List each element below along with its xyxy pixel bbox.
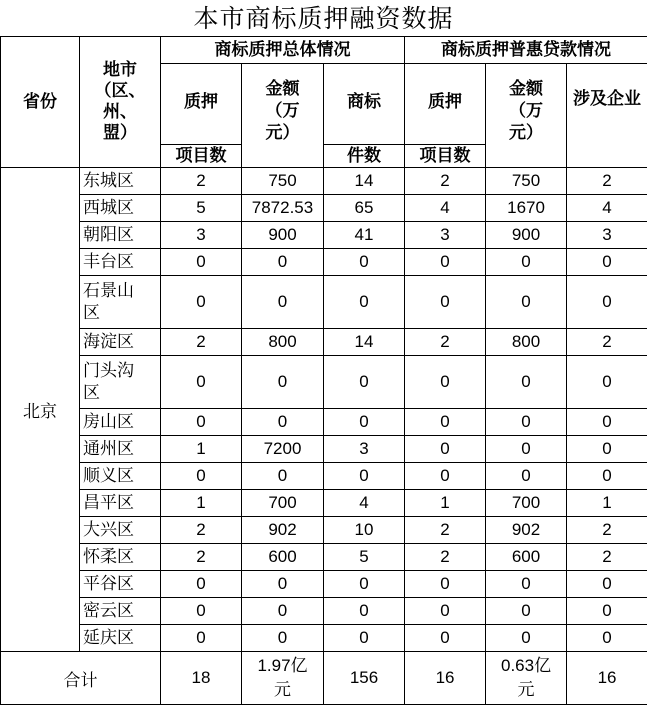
cell-companies: 0 [567, 249, 647, 276]
cell-inc-pledge: 0 [405, 625, 486, 652]
cell-inc-amount: 0 [486, 409, 567, 436]
table-row [1, 463, 647, 490]
cell-inc-amount: 0 [486, 598, 567, 625]
cell-inc-amount: 902 [486, 517, 567, 544]
cell-companies: 2 [567, 544, 647, 571]
table-row [1, 222, 647, 249]
cell-amount: 0 [242, 571, 324, 598]
cell-inc-pledge: 0 [405, 571, 486, 598]
district-cell: 怀柔区 [80, 544, 161, 571]
cell-marks: 0 [324, 625, 405, 652]
cell-inc-pledge: 0 [405, 463, 486, 490]
header-inc-pledge-top: 质押 [428, 92, 463, 112]
header-amount-text: 金额（万元） [265, 79, 300, 143]
cell-inc-amount: 600 [486, 544, 567, 571]
cell-marks: 0 [324, 276, 405, 329]
cell-pledge: 0 [161, 276, 242, 329]
cell-marks: 0 [324, 463, 405, 490]
table-row [1, 249, 647, 276]
cell-amount: 0 [242, 409, 324, 436]
header-province: 省份 [1, 37, 80, 168]
header-district [80, 37, 161, 168]
total-marks: 156 [324, 652, 405, 705]
cell-inc-amount: 0 [486, 276, 567, 329]
district-cell: 丰台区 [80, 249, 161, 276]
cell-marks: 5 [324, 544, 405, 571]
cell-amount: 0 [242, 356, 324, 409]
total-label: 合计 [1, 652, 161, 705]
cell-pledge: 0 [161, 463, 242, 490]
data-table [0, 36, 647, 705]
district-cell: 朝阳区 [80, 222, 161, 249]
header-inc-pledge [405, 64, 486, 168]
cell-pledge: 3 [161, 222, 242, 249]
header-inc-amount-text: 金额（万元） [509, 79, 544, 143]
total-pledge: 18 [161, 652, 242, 705]
cell-marks: 10 [324, 517, 405, 544]
table-row [1, 490, 647, 517]
total-companies: 16 [567, 652, 647, 705]
cell-pledge: 0 [161, 625, 242, 652]
cell-marks: 0 [324, 409, 405, 436]
cell-companies: 2 [567, 168, 647, 195]
cell-inc-pledge: 2 [405, 168, 486, 195]
table-row [1, 356, 647, 409]
cell-inc-amount: 0 [486, 571, 567, 598]
cell-pledge: 2 [161, 168, 242, 195]
cell-amount: 0 [242, 276, 324, 329]
header-pledge [161, 64, 242, 168]
cell-pledge: 0 [161, 356, 242, 409]
cell-marks: 14 [324, 329, 405, 356]
table-row [1, 195, 647, 222]
district-cell: 海淀区 [80, 329, 161, 356]
cell-marks: 4 [324, 490, 405, 517]
cell-companies: 0 [567, 598, 647, 625]
cell-inc-pledge: 0 [405, 276, 486, 329]
cell-inc-amount: 750 [486, 168, 567, 195]
cell-amount: 0 [242, 598, 324, 625]
cell-companies: 0 [567, 463, 647, 490]
cell-companies: 0 [567, 356, 647, 409]
cell-marks: 65 [324, 195, 405, 222]
cell-inc-amount: 700 [486, 490, 567, 517]
header-marks-bottom: 件数 [324, 144, 404, 167]
cell-inc-pledge: 0 [405, 356, 486, 409]
cell-amount: 7200 [242, 436, 324, 463]
cell-inc-amount: 900 [486, 222, 567, 249]
table-row [1, 517, 647, 544]
cell-inc-pledge: 3 [405, 222, 486, 249]
header-district-text: 地市（区、州、盟） [94, 60, 146, 143]
cell-companies: 2 [567, 329, 647, 356]
district-cell: 通州区 [80, 436, 161, 463]
page-title: 本市商标质押融资数据 [193, 4, 454, 33]
header-pledge-bottom: 项目数 [161, 144, 241, 167]
cell-companies: 3 [567, 222, 647, 249]
cell-amount: 902 [242, 517, 324, 544]
district-cell: 西城区 [80, 195, 161, 222]
cell-marks: 0 [324, 571, 405, 598]
header-companies [567, 64, 647, 168]
cell-amount: 7872.53 [242, 195, 324, 222]
total-amount: 1.97亿元 [242, 652, 324, 705]
header-group-inclusive: 商标质押普惠贷款情况 [405, 37, 647, 64]
cell-inc-pledge: 2 [405, 517, 486, 544]
district-cell: 东城区 [80, 168, 161, 195]
table-row [1, 409, 647, 436]
cell-marks: 0 [324, 356, 405, 409]
district-cell: 密云区 [80, 598, 161, 625]
cell-inc-amount: 0 [486, 249, 567, 276]
cell-amount: 900 [242, 222, 324, 249]
cell-companies: 0 [567, 409, 647, 436]
cell-inc-amount: 0 [486, 625, 567, 652]
cell-pledge: 2 [161, 517, 242, 544]
province-cell: 北京 [1, 168, 80, 652]
cell-inc-pledge: 4 [405, 195, 486, 222]
district-cell: 门头沟区 [80, 356, 161, 409]
cell-pledge: 1 [161, 436, 242, 463]
header-companies-text: 涉及企业 [573, 89, 642, 109]
cell-marks: 0 [324, 598, 405, 625]
district-cell: 昌平区 [80, 490, 161, 517]
cell-amount: 600 [242, 544, 324, 571]
cell-pledge: 2 [161, 329, 242, 356]
table-row [1, 571, 647, 598]
total-inc-pledge: 16 [405, 652, 486, 705]
cell-companies: 0 [567, 276, 647, 329]
table-row [1, 625, 647, 652]
table-row [1, 544, 647, 571]
table-row [1, 436, 647, 463]
cell-pledge: 0 [161, 249, 242, 276]
cell-inc-pledge: 0 [405, 249, 486, 276]
cell-amount: 800 [242, 329, 324, 356]
header-marks [324, 64, 405, 168]
header-inc-pledge-bottom: 项目数 [405, 144, 485, 167]
cell-marks: 14 [324, 168, 405, 195]
cell-inc-pledge: 0 [405, 409, 486, 436]
total-row [1, 652, 647, 705]
cell-inc-pledge: 2 [405, 544, 486, 571]
cell-marks: 0 [324, 249, 405, 276]
cell-companies: 0 [567, 571, 647, 598]
cell-companies: 0 [567, 625, 647, 652]
table-row [1, 329, 647, 356]
cell-pledge: 2 [161, 544, 242, 571]
cell-companies: 4 [567, 195, 647, 222]
cell-inc-amount: 800 [486, 329, 567, 356]
cell-amount: 700 [242, 490, 324, 517]
header-pledge-top: 质押 [184, 92, 218, 112]
cell-marks: 41 [324, 222, 405, 249]
cell-pledge: 1 [161, 490, 242, 517]
table-row [1, 276, 647, 329]
district-cell: 石景山区 [80, 276, 161, 329]
cell-inc-pledge: 1 [405, 490, 486, 517]
cell-amount: 750 [242, 168, 324, 195]
table-row [1, 598, 647, 625]
total-inc-amount: 0.63亿元 [486, 652, 567, 705]
header-marks-top: 商标 [347, 92, 382, 112]
cell-amount: 0 [242, 625, 324, 652]
district-cell: 顺义区 [80, 463, 161, 490]
district-cell: 大兴区 [80, 517, 161, 544]
cell-inc-amount: 0 [486, 356, 567, 409]
cell-inc-amount: 0 [486, 463, 567, 490]
cell-pledge: 0 [161, 571, 242, 598]
cell-amount: 0 [242, 249, 324, 276]
cell-amount: 0 [242, 463, 324, 490]
cell-marks: 3 [324, 436, 405, 463]
cell-inc-amount: 1670 [486, 195, 567, 222]
district-cell: 延庆区 [80, 625, 161, 652]
cell-companies: 1 [567, 490, 647, 517]
table-row [1, 168, 647, 195]
header-amount [242, 64, 324, 168]
header-group-total: 商标质押总体情况 [161, 37, 405, 64]
header-inc-amount [486, 64, 567, 168]
cell-pledge: 5 [161, 195, 242, 222]
cell-inc-amount: 0 [486, 436, 567, 463]
cell-pledge: 0 [161, 598, 242, 625]
cell-inc-pledge: 2 [405, 329, 486, 356]
cell-companies: 2 [567, 517, 647, 544]
cell-companies: 0 [567, 436, 647, 463]
cell-inc-pledge: 0 [405, 436, 486, 463]
cell-inc-pledge: 0 [405, 598, 486, 625]
district-cell: 房山区 [80, 409, 161, 436]
cell-pledge: 0 [161, 409, 242, 436]
district-cell: 平谷区 [80, 571, 161, 598]
